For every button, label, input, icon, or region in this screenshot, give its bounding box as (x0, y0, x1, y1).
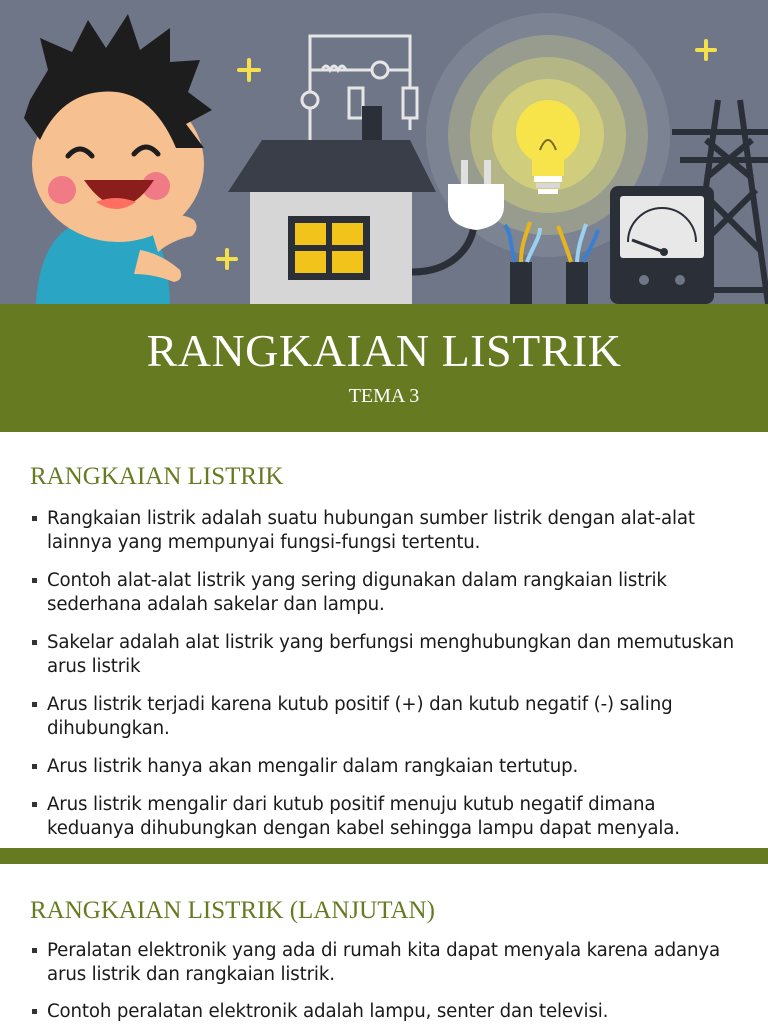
list-item (30, 569, 748, 617)
bullet-list (0, 939, 768, 1024)
house-icon (228, 106, 436, 304)
list-item-text: Arus listrik mengalir dari kutub positif menuju kutub negatif dimana keduanya dihubungkan dengan kabel sehingga lampu dapat menyala. (47, 794, 680, 839)
list-item-text: Contoh alat-alat listrik yang sering digunakan dalam rangkaian listrik sederhana adalah sakelar dan lampu. (47, 570, 667, 615)
list-item (30, 755, 748, 779)
list-item (30, 793, 748, 841)
slide-subtitle: TEMA 3 (348, 385, 420, 407)
bullet-icon (32, 948, 37, 953)
list-item (30, 693, 748, 741)
list-item-text: Arus listrik hanya akan mengalir dalam rangkaian tertutup. (47, 756, 579, 777)
bullet-icon (32, 702, 37, 707)
slide-title: RANGKAIAN LISTRIK (146, 325, 622, 376)
section-heading: RANGKAIAN LISTRIK (30, 463, 284, 490)
list-item (30, 507, 748, 555)
list-item (30, 631, 748, 679)
list-item-text: Rangkaian listrik adalah suatu hubungan sumber listrik dengan alat-alat lainnya yang mempunyai fungsi-fungsi tertentu. (47, 508, 695, 553)
list-item (30, 939, 748, 987)
bullet-icon (32, 764, 37, 769)
bullet-icon (32, 802, 37, 807)
bullet-icon (32, 578, 37, 583)
list-item-text: Peralatan elektronik yang ada di rumah kita dapat menyala karena adanya arus listrik dan rangkaian listrik. (47, 940, 720, 985)
title-band (0, 304, 768, 432)
list-item-text: Contoh peralatan elektronik adalah lampu, senter dan televisi. (47, 1001, 609, 1022)
bullet-list (0, 507, 768, 841)
meter-icon (610, 186, 714, 304)
section-divider (0, 848, 768, 864)
circuit-icon (302, 36, 417, 140)
section-heading: RANGKAIAN LISTRIK (LANJUTAN) (30, 897, 435, 924)
section-rangkaian-listrik-lanjutan (0, 896, 768, 1024)
bullet-icon (32, 640, 37, 645)
bullet-icon (32, 1009, 37, 1014)
hero-illustration (0, 0, 768, 304)
bullet-icon (32, 516, 37, 521)
boy-icon (24, 14, 212, 304)
list-item-text: Sakelar adalah alat listrik yang berfungsi menghubungkan dan memutuskan arus listrik (47, 632, 735, 677)
list-item (30, 1000, 748, 1024)
list-item-text: Arus listrik terjadi karena kutub positif (+) dan kutub negatif (-) saling dihubungkan. (47, 694, 673, 739)
section-rangkaian-listrik (0, 462, 768, 855)
